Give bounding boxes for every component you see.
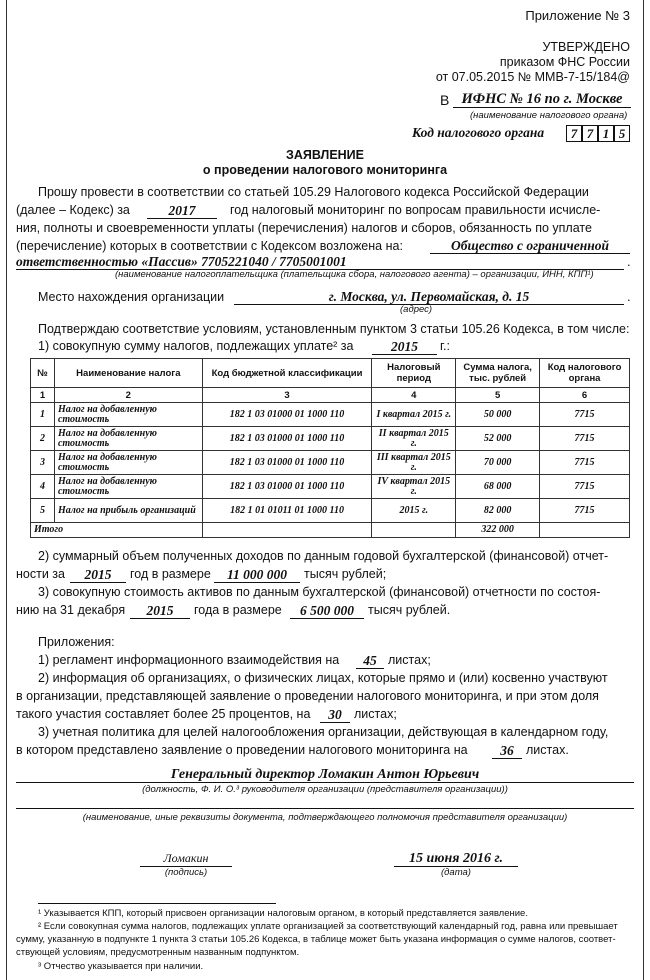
row-sum: 52 000	[456, 427, 540, 451]
table-row	[31, 427, 630, 451]
row-authority-code: 7715	[540, 499, 630, 523]
attachment-3-line-1: 3) учетная политика для целей налогообложения организации, действующая в календарном году,	[38, 725, 609, 739]
row-kbk: 182 1 03 01000 01 1000 110	[202, 475, 372, 499]
row-sum: 50 000	[456, 403, 540, 427]
page-border-left	[6, 0, 7, 980]
header-authority-code: Код налогового органа	[540, 359, 630, 388]
col-number: 1	[31, 388, 55, 403]
row-number: 2	[31, 427, 55, 451]
header-kbk: Код бюджетной классификации	[202, 359, 372, 388]
footnote-2-line-3: ствующей условиям, предусмотренным названным подпунктом.	[16, 947, 300, 958]
table-row	[31, 403, 630, 427]
confirm-line-2a: 1) совокупную сумму налогов, подлежащих уплате² за	[38, 339, 354, 353]
order-label: приказом ФНС России	[499, 55, 630, 69]
total-label: Итого	[31, 523, 203, 538]
attachments-title: Приложения:	[38, 635, 115, 649]
table-row	[31, 451, 630, 475]
col-number: 5	[456, 388, 540, 403]
document-title: ЗАЯВЛЕНИЕ	[285, 148, 364, 162]
col-number: 4	[372, 388, 456, 403]
col-number: 3	[202, 388, 372, 403]
income-line-1: 2) суммарный объем полученных доходов по данным годовой бухгалтерской (финансовой) отчет-	[38, 549, 609, 563]
attachment-3-suffix: листах.	[526, 743, 569, 757]
organization-name-part2: ответственностью «Пассив» 7705221040 / 7705001001	[16, 254, 624, 270]
order-date: от 07.05.2015 № ММВ-7-15/184@	[435, 70, 630, 84]
signing-date: 15 июня 2016 г.	[394, 851, 518, 867]
attachment-3-pages: 36	[492, 743, 522, 759]
row-number: 3	[31, 451, 55, 475]
date-caption: (дата)	[441, 867, 471, 878]
attachment-2-line-2: в организации, представляющей заявление о проведении налогового мониторинга, и при этом доля	[16, 689, 599, 703]
attachment-2-line-3a: такого участия составляет более 25 процентов, на	[16, 707, 311, 721]
attachment-1-pages: 45	[356, 653, 384, 669]
row-period: 2015 г.	[372, 499, 456, 523]
total-sum: 322 000	[456, 523, 540, 538]
assets-line-2b: года в размере	[194, 603, 282, 617]
row-period: III квартал 2015 г.	[372, 451, 456, 475]
organization-caption: (наименование налогоплательщика (плательщика сбора, налогового агента) – организации, ИНН, КПП¹)	[115, 269, 594, 280]
row-authority-code: 7715	[540, 403, 630, 427]
header-tax-name: Наименование налога	[54, 359, 202, 388]
income-line-2a: ности за	[16, 567, 65, 581]
document-line	[16, 808, 634, 809]
attachment-2-line-1: 2) информация об организациях, о физических лицах, которые прямо и (или) косвенно участвуют	[38, 671, 608, 685]
location-label: Место нахождения организации	[38, 290, 225, 304]
assets-year: 2015	[130, 603, 190, 619]
row-tax-name: Налог на добавленную стоимость	[54, 451, 202, 475]
location-period: .	[627, 289, 631, 304]
assets-amount: 6 500 000	[290, 603, 364, 619]
row-period: IV квартал 2015 г.	[372, 475, 456, 499]
code-digit-4: 5	[614, 125, 630, 142]
col-number: 6	[540, 388, 630, 403]
document-caption: (наименование, иные реквизиты документа, подтверждающего полномочия представителя организации)	[82, 812, 568, 823]
approved-label: УТВЕРЖДЕНО	[542, 40, 630, 54]
location-address: г. Москва, ул. Первомайская, д. 15	[234, 289, 624, 305]
row-tax-name: Налог на прибыль организаций	[54, 499, 202, 523]
row-kbk: 182 1 03 01000 01 1000 110	[202, 451, 372, 475]
org-period: .	[627, 254, 631, 269]
table-total-row	[31, 523, 630, 538]
to-prefix: В	[440, 92, 450, 108]
assets-line-1: 3) совокупную стоимость активов по данным бухгалтерской (финансовой) отчетности по состоя-	[38, 585, 601, 599]
table-row	[31, 475, 630, 499]
row-authority-code: 7715	[540, 475, 630, 499]
assets-line-2a: нию на 31 декабря	[16, 603, 126, 617]
header-period: Налоговый период	[372, 359, 456, 388]
footnote-1: ¹ Указывается КПП, который присвоен организации налоговым органом, в который представляется заявление.	[38, 908, 528, 919]
row-number: 5	[31, 499, 55, 523]
row-number: 1	[31, 403, 55, 427]
monitoring-year: 2017	[147, 203, 217, 219]
tax-authority-name: ИФНС № 16 по г. Москве	[453, 92, 631, 108]
signature-caption: (подпись)	[164, 867, 208, 878]
intro-line-3: ния, полноты и своевременности уплаты (перечисления) налогов и сборов, обязанность по уплате	[16, 221, 592, 235]
row-sum: 68 000	[456, 475, 540, 499]
income-amount: 11 000 000	[214, 567, 300, 583]
row-tax-name: Налог на добавленную стоимость	[54, 427, 202, 451]
income-year: 2015	[70, 567, 126, 583]
assets-line-2c: тысяч рублей.	[368, 603, 451, 617]
total-empty-cell	[540, 523, 630, 538]
row-period: I квартал 2015 г.	[372, 403, 456, 427]
tax-authority-caption: (наименование налогового органа)	[470, 110, 628, 121]
income-line-2c: тысяч рублей;	[304, 567, 387, 581]
footnote-2-line-2: сумму, указанную в подпункте 1 пункта 3 статьи 105.26 Кодекса, в таблице может быть указана информация о сумме налогов, соответ-	[16, 934, 616, 945]
code-digit-3: 1	[598, 125, 614, 142]
row-kbk: 182 1 03 01000 01 1000 110	[202, 403, 372, 427]
col-number: 2	[54, 388, 202, 403]
header-number: №	[31, 359, 55, 388]
total-empty-cell	[202, 523, 372, 538]
organization-name-part1: Общество с ограниченной	[430, 238, 630, 254]
page-border-right	[643, 0, 644, 980]
signature: Ломакин	[140, 851, 232, 867]
row-authority-code: 7715	[540, 451, 630, 475]
intro-line-4a: (перечисление) которых в соответствии с Кодексом возложена на:	[16, 239, 403, 253]
director-name: Генеральный директор Ломакин Антон Юрьевич	[16, 767, 634, 783]
attachment-1: 1) регламент информационного взаимодействия на	[38, 653, 340, 667]
row-tax-name: Налог на добавленную стоимость	[54, 475, 202, 499]
table-row	[31, 499, 630, 523]
tax-sum-year: 2015	[372, 339, 437, 355]
confirm-line-2b: г.:	[440, 339, 450, 353]
director-caption: (должность, Ф. И. О.³ руководителя организации (представителя организации))	[142, 784, 508, 795]
intro-line-2a: (далее – Кодекс) за	[16, 203, 130, 217]
attachment-1-suffix: листах;	[388, 653, 431, 667]
tax-authority-code-label: Код налогового органа	[412, 125, 545, 140]
header-sum: Сумма налога, тыс. рублей	[456, 359, 540, 388]
location-caption: (адрес)	[400, 304, 433, 315]
tax-table	[30, 358, 630, 538]
attachment-3-line-2a: в котором представлено заявление о проведении налогового мониторинга на	[16, 743, 468, 757]
total-empty-cell	[372, 523, 456, 538]
row-number: 4	[31, 475, 55, 499]
row-period: II квартал 2015 г.	[372, 427, 456, 451]
row-tax-name: Налог на добавленную стоимость	[54, 403, 202, 427]
income-line-2b: год в размере	[130, 567, 211, 581]
row-kbk: 182 1 01 01011 01 1000 110	[202, 499, 372, 523]
code-digit-1: 7	[566, 125, 582, 142]
attachment-2-suffix: листах;	[354, 707, 397, 721]
code-digit-2: 7	[582, 125, 598, 142]
row-kbk: 182 1 03 01000 01 1000 110	[202, 427, 372, 451]
attachment-2-pages: 30	[320, 707, 350, 723]
footnote-separator	[38, 903, 276, 904]
row-sum: 70 000	[456, 451, 540, 475]
row-authority-code: 7715	[540, 427, 630, 451]
document-subtitle: о проведении налогового мониторинга	[202, 163, 448, 177]
intro-line-1: Прошу провести в соответствии со статьей 105.29 Налогового кодекса Российской Федерации	[38, 185, 589, 199]
footnote-3: ³ Отчество указывается при наличии.	[38, 961, 204, 972]
footnote-2-line-1: ² Если совокупная сумма налогов, подлежащих уплате организацией за соответствующий календарный год, равна или превышает	[38, 921, 618, 932]
row-sum: 82 000	[456, 499, 540, 523]
appendix-number: Приложение № 3	[525, 8, 630, 23]
confirm-line-1: Подтверждаю соответствие условиям, установленным пунктом 3 статьи 105.26 Кодекса, в том числе:	[38, 322, 630, 336]
intro-line-2b: год налоговый мониторинг по вопросам правильности исчисле-	[230, 203, 601, 217]
